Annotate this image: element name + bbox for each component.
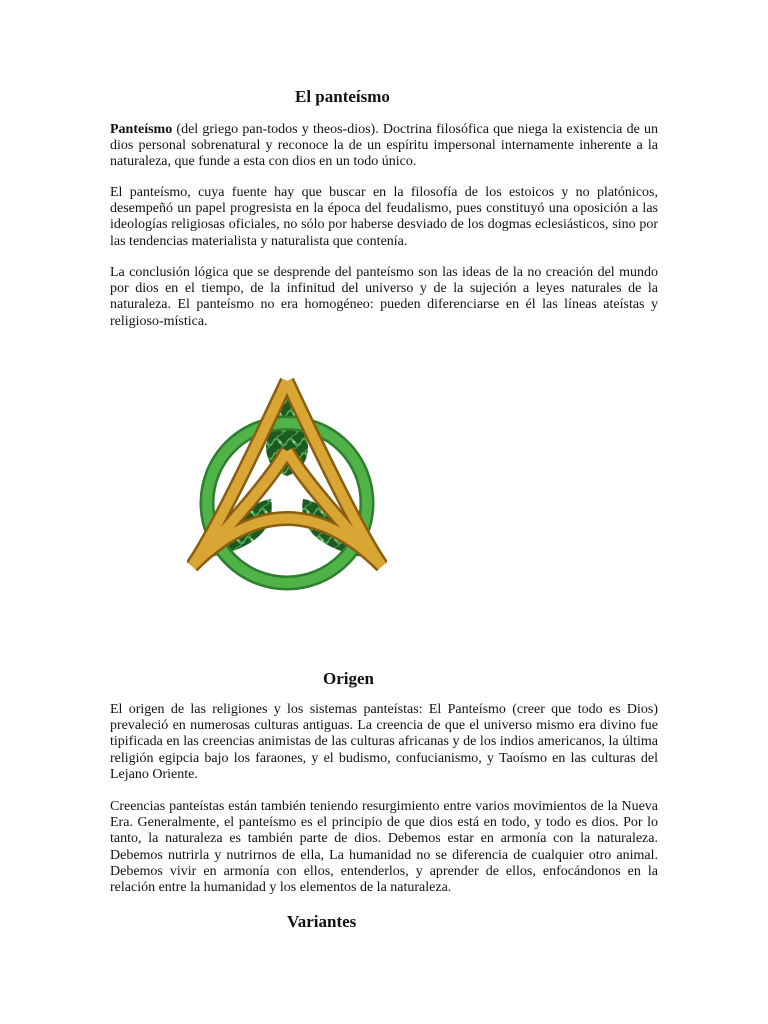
paragraph-definition [110, 122, 658, 171]
paragraph-origen-1: El origen de las religiones y los sistemas panteístas: El Panteísmo (creer que todo es Dios) prevaleció en numerosas culturas antiguas. La creencia de que el universo mismo era divino fue tipificada en las creencias animistas de las culturas africanas y de los indios americanos, la última religión egipcia bajo los faraones, y el budismo, confucianismo, y Taoísmo en las culturas del Lejano Oriente. [110, 702, 658, 782]
term-lead: Panteísmo [110, 122, 173, 137]
paragraph-conclusion: La conclusión lógica que se desprende del panteísmo son las ideas de la no creación del mundo por dios en el tiempo, de la infinitud del universo y de la sujeción a leyes naturales de la naturaleza. El panteísmo no era homogéneo: pueden diferenciarse en él las líneas ateístas y religioso-mística. [110, 265, 658, 329]
paragraph-origen-2: Creencias panteístas están también teniendo resurgimiento entre varios movimientos de la Nueva Era. Generalmente, el panteísmo es el principio de que dios está en todo, y todo es dios. Por lo tanto, la naturaleza es también parte de dios. Debemos estar en armonía con la naturaleza. Debemos nutrirla y nutrirnos de ella, La humanidad no se diferencia de cualquier otro animal. Debemos vivir en armonía con ellos, entenderlos, y aprender de ellos, enfocándonos en la relación entre la humanidad y los elementos de la naturaleza. [110, 799, 658, 896]
definition-text: (del griego pan-todos y theos-dios). Doctrina filosófica que niega la existencia de un dios personal sobrenatural y reconoce la de un espíritu impersonal internamente inherente a la naturaleza, que funde a esta con dios en un todo único. [110, 122, 658, 170]
paragraph-history: El panteísmo, cuya fuente hay que buscar en la filosofía de los estoicos y no platónicos, desempeñó un papel progresista en la época del feudalismo, pues constituyó una oposición a las ideologías religiosas oficiales, no sólo por haberse desviado de los dogmas eclesiásticos, sino por las tendencias materialista y naturalista que contenía. [110, 185, 658, 249]
page-title: El panteísmo [295, 87, 390, 106]
section-heading-variantes: Variantes [287, 912, 357, 931]
celtic-trinity-knot-icon [187, 371, 387, 611]
section-heading-origen: Origen [323, 669, 374, 688]
